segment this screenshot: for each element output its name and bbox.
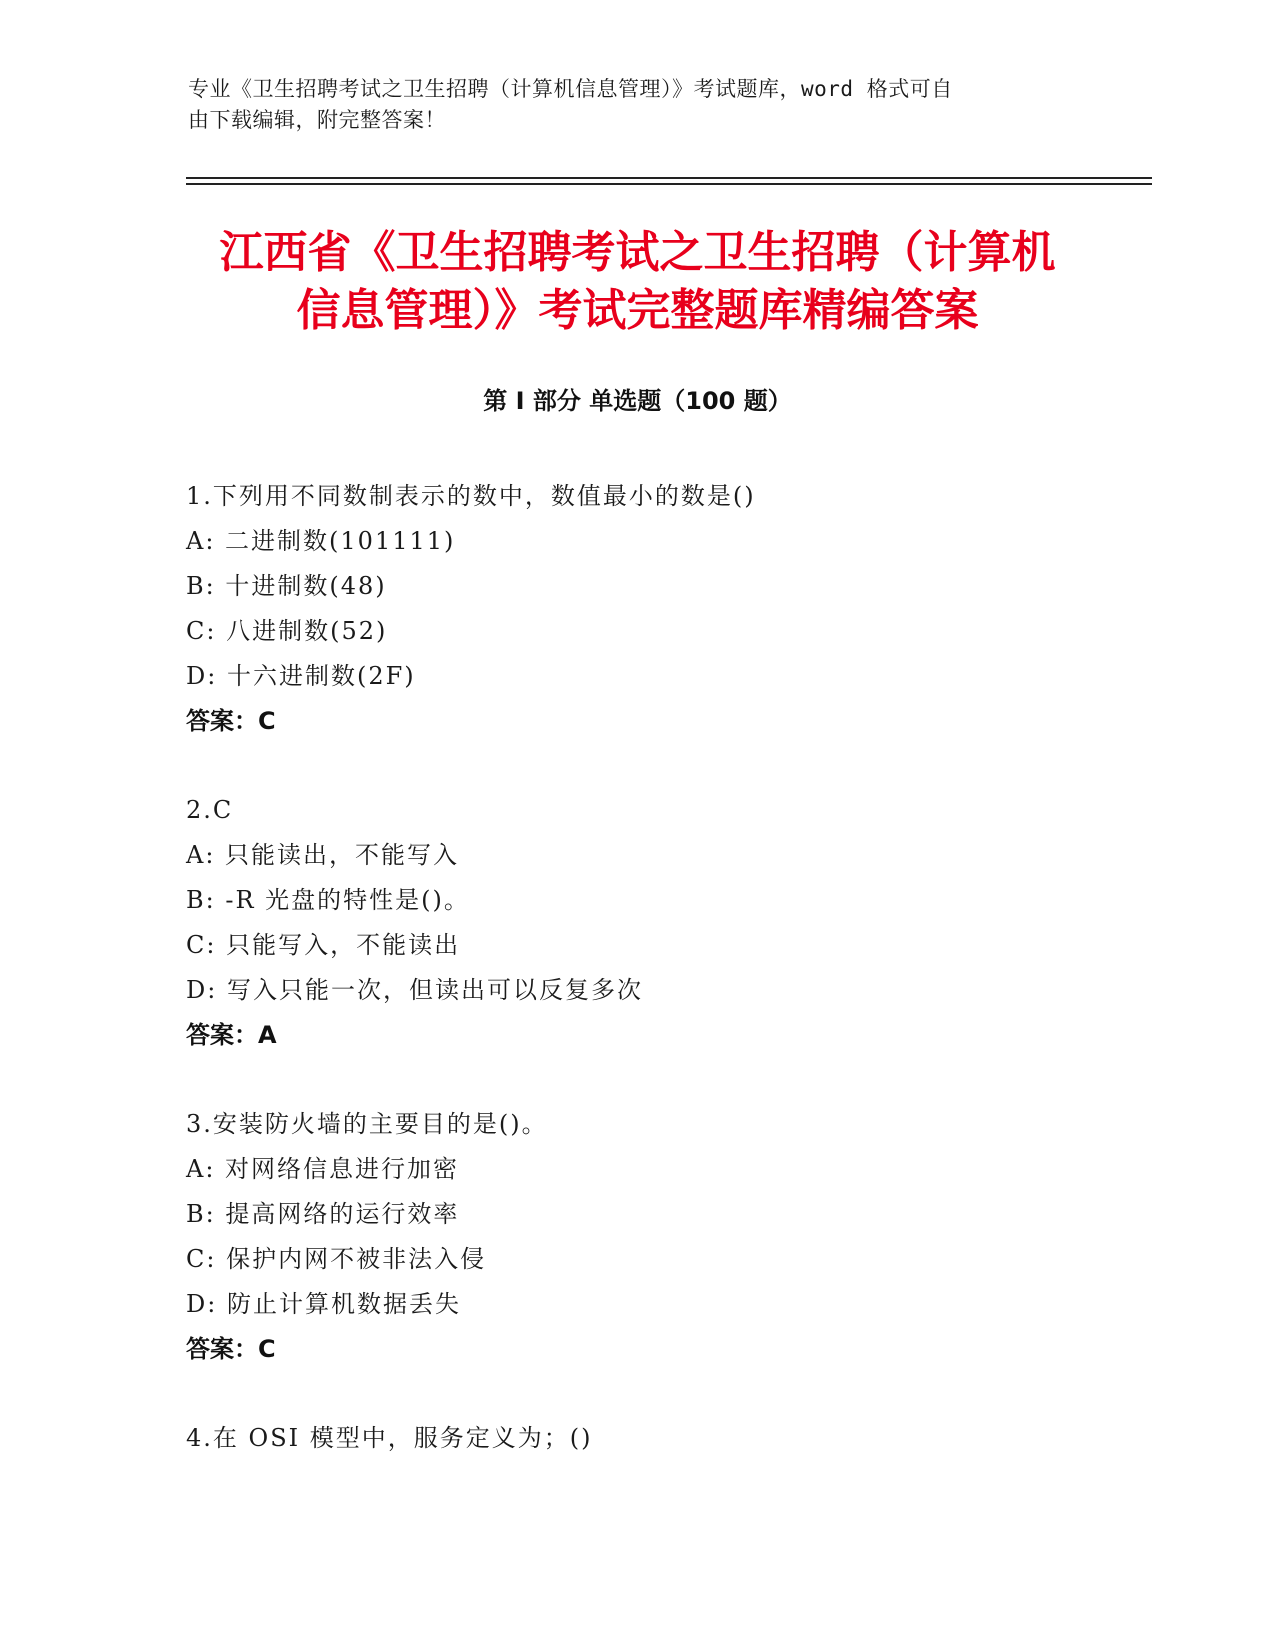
intro-text xyxy=(188,74,1068,136)
option-c: C: 保护内网不被非法入侵 xyxy=(186,1245,487,1273)
question-4 xyxy=(186,1416,1136,1461)
intro-line-2: 由下载编辑，附完整答案！ xyxy=(188,108,446,132)
option-b: B: 提高网络的运行效率 xyxy=(186,1200,460,1228)
header-divider-top xyxy=(186,177,1152,179)
header-divider-bottom xyxy=(186,183,1152,185)
question-stem: 4.在 OSI 模型中，服务定义为；() xyxy=(186,1424,593,1452)
intro-line-1: 专业《卫生招聘考试之卫生招聘（计算机信息管理）》考试题库，word 格式可自 xyxy=(188,77,953,101)
question-3 xyxy=(186,1102,1136,1372)
option-d: D: 写入只能一次，但读出可以反复多次 xyxy=(186,976,643,1004)
title-line-1: 江西省《卫生招聘考试之卫生招聘（计算机 xyxy=(219,227,1056,278)
answer-label: 答案：C xyxy=(186,1335,276,1363)
option-d: D: 防止计算机数据丢失 xyxy=(186,1290,461,1318)
question-list xyxy=(186,474,1136,1505)
question-stem: 3.安装防火墙的主要目的是()。 xyxy=(186,1110,548,1138)
option-a: A: 对网络信息进行加密 xyxy=(186,1155,460,1183)
option-c: C: 只能写入，不能读出 xyxy=(186,931,461,959)
title-line-2: 信息管理）》考试完整题库精编答案 xyxy=(296,285,979,336)
option-c: C: 八进制数(52) xyxy=(186,617,388,645)
option-a: A: 二进制数(101111) xyxy=(186,527,456,555)
option-b: B: 十进制数(48) xyxy=(186,572,387,600)
section-heading: 第 I 部分 单选题（100 题） xyxy=(483,387,792,415)
question-2 xyxy=(186,788,1136,1058)
answer-label: 答案：A xyxy=(186,1021,277,1049)
document-title xyxy=(150,224,1125,340)
answer-label: 答案：C xyxy=(186,707,276,735)
question-1 xyxy=(186,474,1136,744)
option-a: A: 只能读出，不能写入 xyxy=(186,841,460,869)
option-b: B: -R 光盘的特性是()。 xyxy=(186,886,470,914)
question-stem: 2.C xyxy=(186,796,234,824)
option-d: D: 十六进制数(2F) xyxy=(186,662,416,690)
question-stem: 1.下列用不同数制表示的数中，数值最小的数是() xyxy=(186,482,756,510)
